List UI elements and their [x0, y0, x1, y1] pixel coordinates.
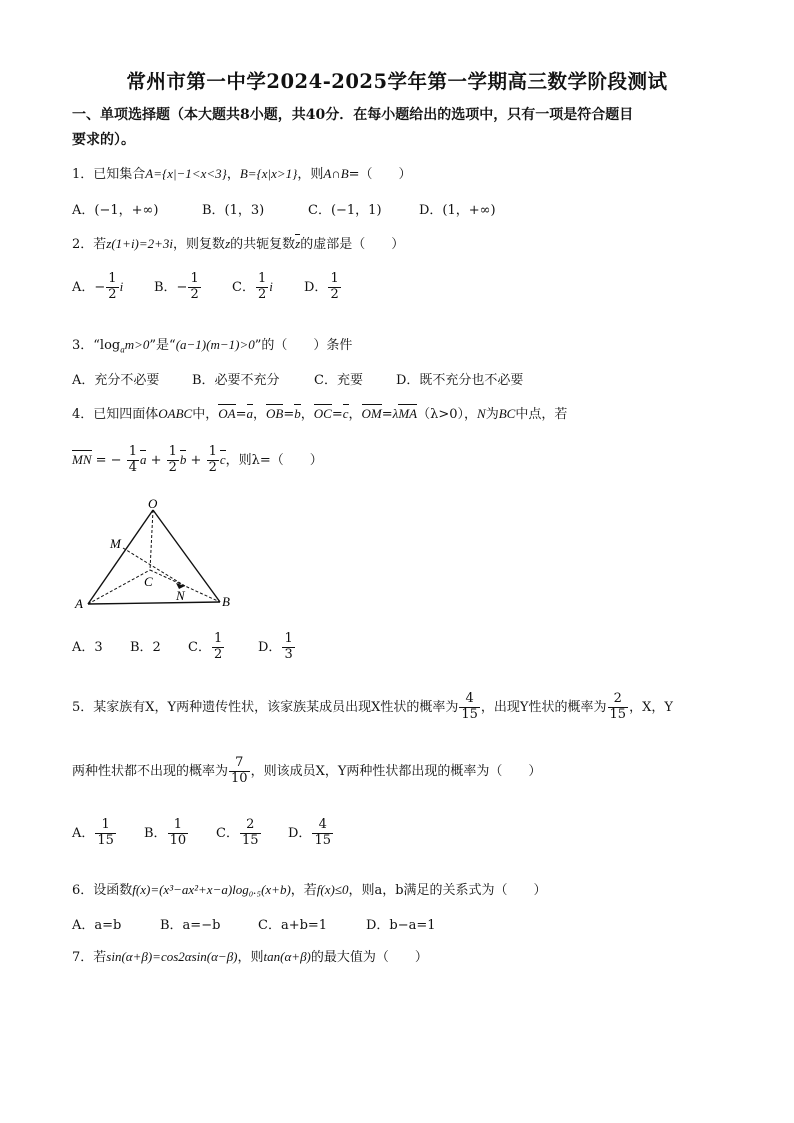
q4-option-a[interactable]: A．3	[72, 639, 103, 655]
edge-oc	[150, 510, 153, 570]
q4-option-c[interactable]: C． $\frac{1}{2}$	[188, 631, 223, 662]
q5-option-c[interactable]: C． $\frac{2}{15}$	[216, 817, 259, 848]
section-heading-cont: 要求的）。	[72, 132, 135, 148]
label-a: A	[75, 596, 83, 611]
q2-option-a[interactable]: A．− $\frac{1}{2}$ i	[72, 271, 124, 302]
q5-options	[72, 818, 334, 849]
q2-stem: 2．若z(1+i)=2+3i，则复数z的共轭复数z的虚部是（ ）	[72, 236, 405, 252]
q6-option-c[interactable]: C．a+b=1	[258, 918, 328, 933]
q6-option-a[interactable]: A．a=b	[72, 918, 122, 933]
label-m: M	[110, 536, 121, 551]
edge-ab	[88, 602, 220, 604]
q1-option-a[interactable]: A．(−1，+∞)	[72, 203, 159, 218]
q5-option-a[interactable]: A． $\frac{1}{15}$	[72, 817, 114, 848]
page-title: 常州市第一中学2024-2025学年第一学期高三数学阶段测试	[126, 70, 668, 93]
q4-stem: 4．已知四面体OABC中，OA=a，OB=b，OC=c，OM=λMA（λ>0），N为BC中点，若	[72, 406, 568, 422]
q5-stem-cont: 两种性状都不出现的概率为 $\frac{7}{10}$ ，则该成员X，Y两种性状都出现的概率为（ ）	[72, 755, 542, 786]
segment-mn	[123, 548, 185, 586]
tetrahedron-diagram	[72, 498, 242, 618]
q3-option-a[interactable]: A．充分不必要	[72, 373, 160, 388]
q7-stem: 7．若sin(α+β)=cos2αsin(α−β)，则tan(α+β)的最大值为（ ）	[72, 949, 428, 965]
q3-stem: 3．“$\log_am>0$”是“(a−1)(m−1)>0”的（ ）条件	[72, 337, 353, 355]
q2-option-c[interactable]: C． $\frac{1}{2}$ i	[232, 271, 273, 302]
q3-options	[72, 369, 523, 388]
label-o: O	[148, 498, 158, 511]
q1-stem: 1．已知集合A={x|−1<x<3}，B={x|x>1}，则A∩B=（ ）	[72, 166, 412, 182]
edge-oa	[88, 510, 153, 604]
q2-option-b[interactable]: B．− $\frac{1}{2}$	[154, 271, 199, 302]
q1-option-c[interactable]: C．(−1，1)	[308, 203, 382, 218]
edge-ob	[153, 510, 220, 602]
q6-option-b[interactable]: B．a=−b	[160, 918, 221, 933]
q1-option-b[interactable]: B．(1，3)	[202, 203, 265, 218]
q2-option-d[interactable]: D． $\frac{1}{2}$	[304, 271, 339, 302]
q3-option-b[interactable]: B．必要不充分	[192, 373, 280, 388]
label-b: B	[222, 594, 230, 609]
label-c: C	[144, 574, 153, 589]
edge-ac	[88, 570, 150, 604]
q5-option-d[interactable]: D． $\frac{4}{15}$	[288, 817, 331, 848]
q4-option-b[interactable]: B．2	[130, 639, 161, 655]
q5-stem: 5．某家族有X，Y两种遗传性状，该家族某成员出现X性状的概率为 $\frac{4}{15}$ ，出现Y性状的概率为 $\frac{2}{15}$ ，X，Y	[72, 691, 673, 722]
q3-option-d[interactable]: D．既不充分也不必要	[396, 373, 524, 388]
q1-options	[72, 199, 496, 218]
q1-option-d[interactable]: D．(1，+∞)	[419, 203, 496, 218]
q2-options	[72, 272, 342, 303]
section-heading: 一、单项选择题（本大题共8小题，共40分．在每小题给出的选项中，只有一项是符合题目	[72, 107, 634, 123]
q5-option-b[interactable]: B． $\frac{1}{10}$	[144, 817, 187, 848]
q6-option-d[interactable]: D．b−a=1	[366, 918, 436, 933]
tetrahedron-figure	[72, 498, 242, 622]
q6-options	[72, 914, 436, 933]
q6-stem: 6．设函数f(x)=(x³−ax²+x−a)log₀.₅(x+b)，若f(x)≤0，则a，b满足的关系式为（ ）	[72, 882, 547, 898]
label-n: N	[176, 588, 185, 603]
q3-option-c[interactable]: C．充要	[314, 373, 363, 388]
q4-condition: MN = − $\frac{1}{4}$ a + $\frac{1}{2}$ b + $\frac{1}{2}$ c，则λ=（ ）	[72, 444, 323, 475]
q4-option-d[interactable]: D． $\frac{1}{3}$	[258, 631, 293, 662]
q4-options	[72, 632, 296, 663]
